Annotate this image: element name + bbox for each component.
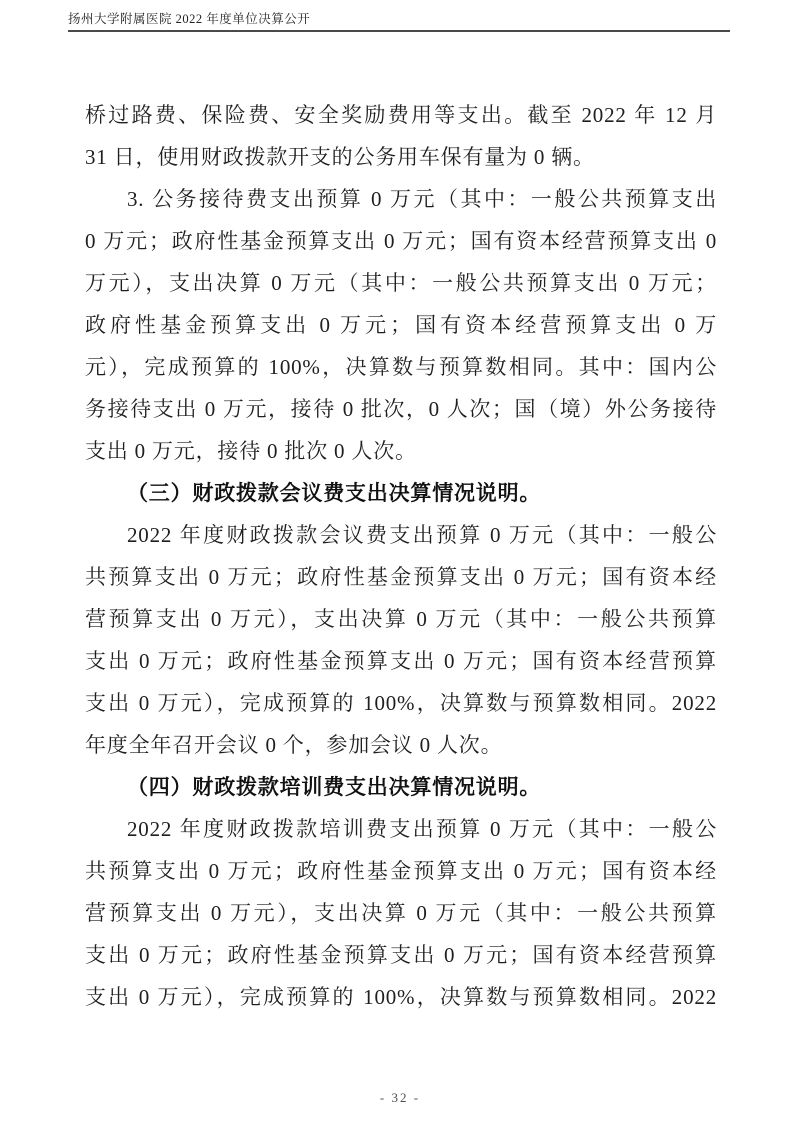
body-paragraph — [85, 94, 717, 178]
text-line: 3. 公务接待费支出预算 0 万元（其中：一般公共预算支出 — [127, 187, 717, 211]
text-line: 2022 年度财政拨款培训费支出预算 0 万元（其中：一般公 — [127, 817, 717, 841]
heading-paragraph — [85, 766, 717, 808]
text-line: 0 万元；政府性基金预算支出 0 万元；国有资本经营预算支出 0 — [85, 229, 717, 253]
text-line: 政府性基金预算支出 0 万元；国有资本经营预算支出 0 万 — [85, 313, 717, 337]
body-paragraph — [85, 178, 717, 472]
text-line: 共预算支出 0 万元；政府性基金预算支出 0 万元；国有资本经 — [85, 859, 717, 883]
text-line: 支出 0 万元），完成预算的 100%，决算数与预算数相同。2022 — [85, 985, 717, 1009]
text-line: 支出 0 万元，接待 0 批次 0 人次。 — [85, 439, 417, 463]
body-paragraph — [85, 808, 717, 1018]
page-footer — [0, 1089, 800, 1107]
text-line: 支出 0 万元；政府性基金预算支出 0 万元；国有资本经营预算 — [85, 943, 717, 967]
text-line: 支出 0 万元；政府性基金预算支出 0 万元；国有资本经营预算 — [85, 649, 717, 673]
document-body — [85, 94, 717, 1018]
heading-paragraph — [85, 472, 717, 514]
text-line: 31 日，使用财政拨款开支的公务用车保有量为 0 辆。 — [85, 145, 595, 169]
text-line: （三）财政拨款会议费支出决算情况说明。 — [127, 481, 542, 505]
body-paragraph — [85, 514, 717, 766]
text-line: （四）财政拨款培训费支出决算情况说明。 — [127, 775, 542, 799]
page-number: - 32 - — [379, 1090, 421, 1105]
header-title: 扬州大学附属医院 2022 年度单位决算公开 — [68, 12, 311, 26]
text-line: 营预算支出 0 万元），支出决算 0 万元（其中：一般公共预算 — [85, 901, 717, 925]
text-line: 桥过路费、保险费、安全奖励费用等支出。截至 2022 年 12 月 — [85, 103, 717, 127]
text-line: 营预算支出 0 万元），支出决算 0 万元（其中：一般公共预算 — [85, 607, 717, 631]
text-line: 年度全年召开会议 0 个，参加会议 0 人次。 — [85, 733, 503, 757]
text-line: 务接待支出 0 万元，接待 0 批次，0 人次；国（境）外公务接待 — [85, 397, 717, 421]
text-line: 2022 年度财政拨款会议费支出预算 0 万元（其中：一般公 — [127, 523, 717, 547]
text-line: 共预算支出 0 万元；政府性基金预算支出 0 万元；国有资本经 — [85, 565, 717, 589]
text-line: 万元），支出决算 0 万元（其中：一般公共预算支出 0 万元； — [85, 271, 717, 295]
page-header — [68, 12, 730, 32]
text-line: 元），完成预算的 100%，决算数与预算数相同。其中：国内公 — [85, 355, 717, 379]
text-line: 支出 0 万元），完成预算的 100%，决算数与预算数相同。2022 — [85, 691, 717, 715]
